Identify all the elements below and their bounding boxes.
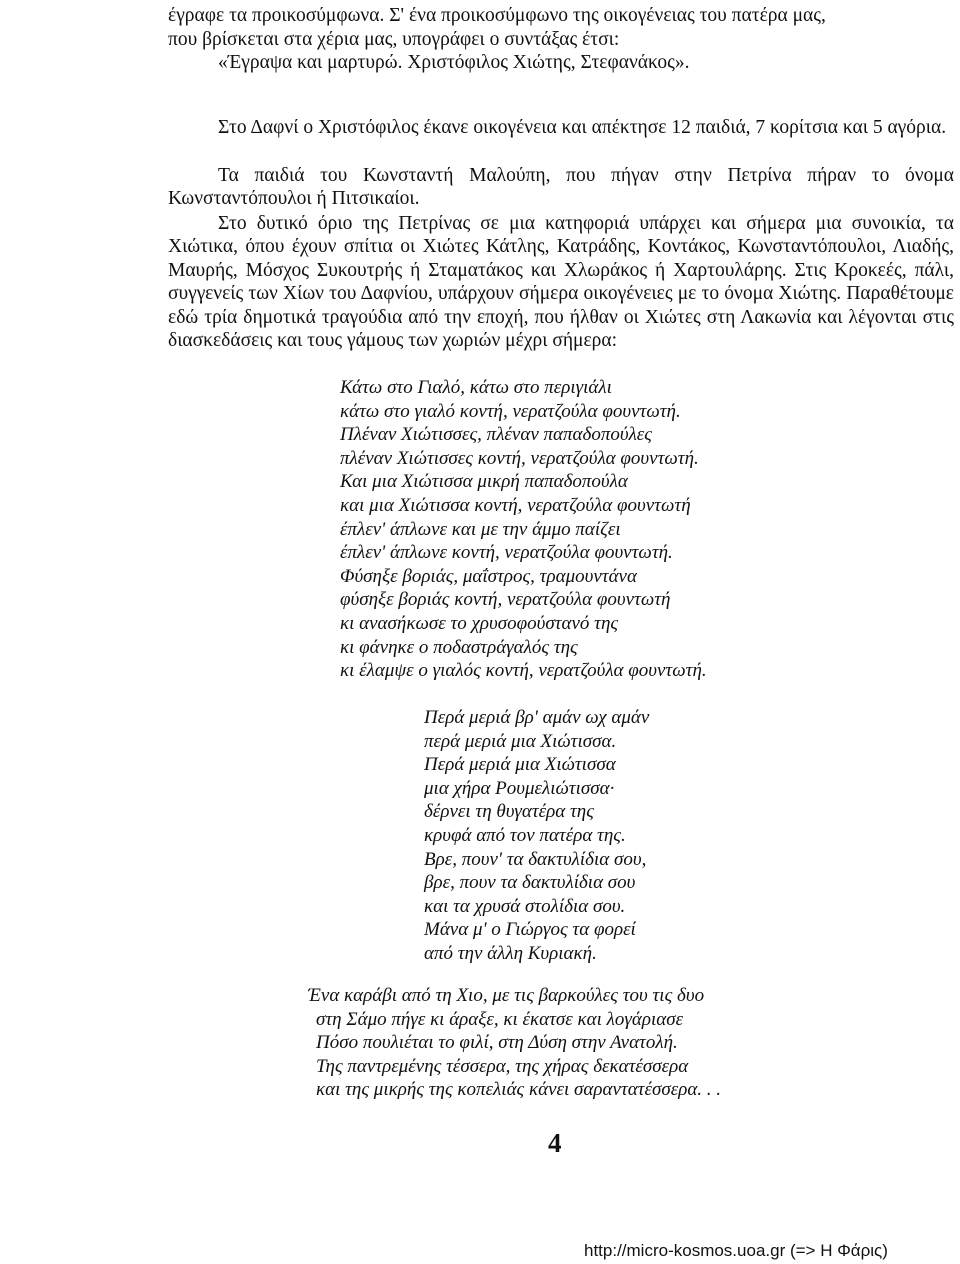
verse-line: Πόσο πουλιέται το φιλί, στη Δύση στην Ανατολή. <box>316 1032 678 1054</box>
folk-song-2 <box>424 706 649 966</box>
verse-line: μια χήρα Ρουμελιώτισσα· <box>424 777 615 799</box>
verse-line: κι φάνηκε ο ποδαστράγαλός της <box>340 636 578 658</box>
verse-line: δέρνει τη θυγατέρα της <box>424 801 594 823</box>
verse-line: Φύσηξε βοριάς, μαΐστρος, τραμουντάνα <box>340 565 637 587</box>
page-number: 4 <box>548 1128 562 1158</box>
verse-line: Ένα καράβι από τη Χιο, με τις βαρκούλες του τις δυο <box>308 985 705 1006</box>
verse-line: Πλέναν Χιώτισσες, πλέναν παπαδοπούλες <box>340 424 652 446</box>
text-line: έγραφε τα προικοσύμφωνα. Σ' ένα προικοσύμφωνο της οικογένειας του πατέρα μας, <box>168 5 826 26</box>
verse-line: Και μια Χιώτισσα μικρή παπαδοπούλα <box>340 471 628 493</box>
verse-line: Περά μεριά μια Χιώτισσα <box>424 754 616 776</box>
verse-line: κι ανασήκωσε το χρυσοφούστανό της <box>340 612 619 634</box>
verse-line: Περά μεριά βρ' αμάν ωχ αμάν <box>424 707 650 728</box>
source-footer: http://micro-kosmos.uoa.gr (=> Η Φάρις) <box>584 1241 888 1260</box>
verse-line: και τα χρυσά στολίδια σου. <box>424 895 626 917</box>
paragraph-chiotika-neighbourhood: Στο δυτικό όριο της Πετρίνας σε μια κατηφοριά υπάρχει και σήμερα μια συνοικία, τα Χιώτικα, όπου έχουν σπίτια οι Χιώτες Κάτλης, Κατράδης, Κοντάκος, Κωνσταντόπουλοι, Λιαδής, Μαυρής, Μόσχος Συκουτρής ή Σταματάκος και Χλωράκος ή Χαρτουλάρης. Στις Κροκεές, πάλι, συγγενείς των Χίων του Δαφνίου, υπάρχουν σήμερα οικογένειες με το όνομα Χιώτης. Παραθέτουμε εδώ τρία δημοτικά τραγούδια από την εποχή, που ήλθαν οι Χιώτες στη Λακωνία και λέγονται στις διασκεδάσεις και τους γάμους των χωριών μέχρι σήμερα: <box>168 212 954 352</box>
verse-line: περά μεριά μια Χιώτισσα. <box>424 730 617 752</box>
folk-song-3 <box>308 984 722 1102</box>
verse-line: βρε, πουν τα δακτυλίδια σου <box>424 872 636 894</box>
verse-line: κι έλαμψε ο γιαλός κοντή, νερατζούλα φουντωτή. <box>340 660 707 682</box>
folk-song-1 <box>340 376 707 683</box>
paragraph-dowry-contracts <box>168 4 954 75</box>
verse-line: κάτω στο γιαλό κοντή, νερατζούλα φουντωτή. <box>340 400 681 422</box>
verse-line: έπλεν' άπλωνε και με την άμμο παίζει <box>340 518 621 540</box>
signature-quote: «Έγραψα και μαρτυρώ. Χριστόφιλος Χιώτης, Στεφανάκος». <box>218 52 690 74</box>
verse-line: κρυφά από τον πατέρα της. <box>424 824 626 846</box>
paragraph-dafni-family: Στο Δαφνί ο Χριστόφιλος έκανε οικογένεια και απέκτησε 12 παιδιά, 7 κορίτσια και 5 αγόρια. <box>218 116 947 138</box>
verse-line: από την άλλη Κυριακή. <box>424 942 597 964</box>
verse-line: στη Σάμο πήγε κι άραξε, κι έκατσε και λογάριασε <box>316 1008 684 1030</box>
paragraph-konstantopouloi: Τα παιδιά του Κωνσταντή Μαλούπη, που πήγαν στην Πετρίνα πήραν το όνομα Κωνσταντόπουλοι ή Πιτσικαίοι. <box>168 164 954 210</box>
verse-line: Βρε, πουν' τα δακτυλίδια σου, <box>424 848 647 870</box>
verse-line: Κάτω στο Γιαλό, κάτω στο περιγιάλι <box>340 377 612 398</box>
verse-line: και της μικρής της κοπελιάς κάνει σαραντατέσσερα. . . <box>316 1079 722 1101</box>
verse-line: Της παντρεμένης τέσσερα, της χήρας δεκατέσσερα <box>316 1055 689 1077</box>
verse-line: φύσηξε βοριάς κοντή, νερατζούλα φουντωτή <box>340 589 671 611</box>
verse-line: πλέναν Χιώτισσες κοντή, νερατζούλα φουντωτή. <box>340 447 699 469</box>
verse-line: έπλεν' άπλωνε κοντή, νερατζούλα φουντωτή. <box>340 542 673 564</box>
text-line: που βρίσκεται στα χέρια μας, υπογράφει ο συντάξας έτσι: <box>168 28 620 50</box>
verse-line: και μια Χιώτισσα κοντή, νερατζούλα φουντωτή <box>340 494 691 516</box>
verse-line: Μάνα μ' ο Γιώργος τα φορεί <box>424 919 636 941</box>
